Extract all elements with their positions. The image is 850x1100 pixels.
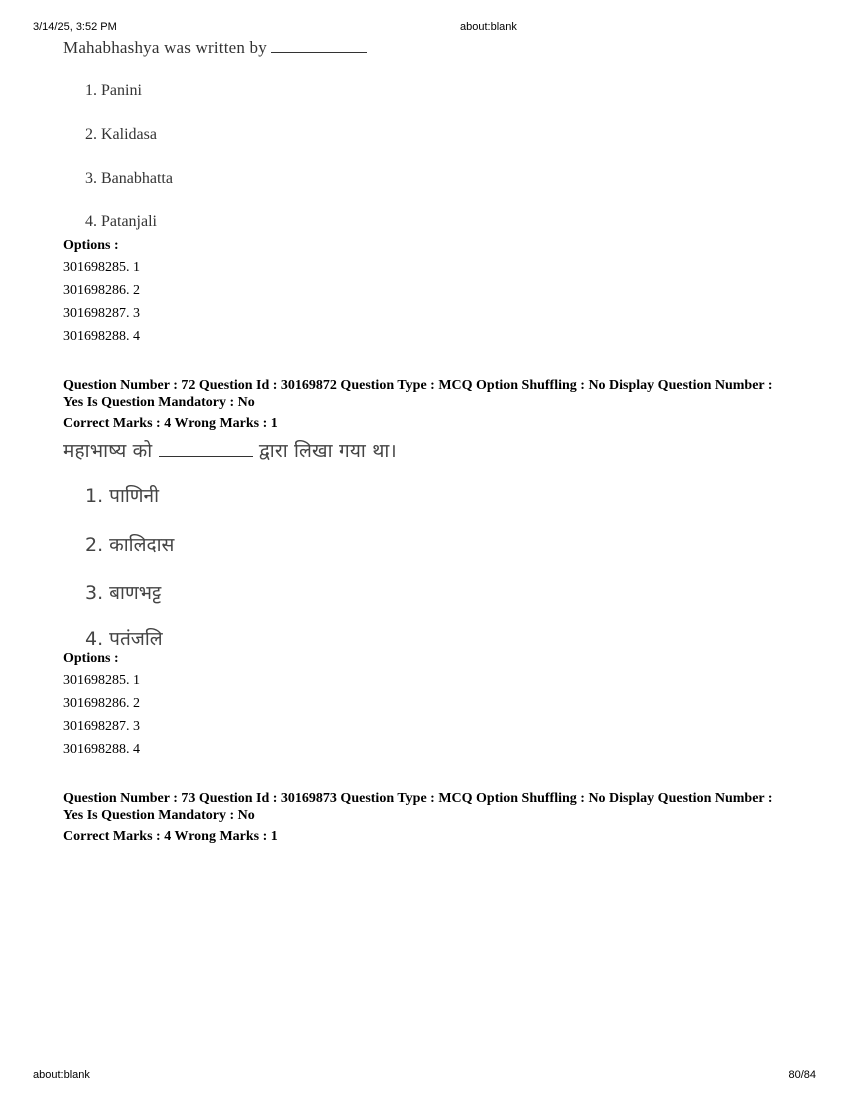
option-id-1: 301698285. 1 bbox=[63, 260, 140, 275]
question-stem bbox=[63, 437, 397, 463]
question-meta: Question Number : 72 Question Id : 30169872 Question Type : MCQ Option Shuffling : No Display Question Number : Yes Is Question Mandatory : No bbox=[63, 378, 773, 410]
answer-blank bbox=[159, 455, 253, 457]
option-id-3: 301698287. 3 bbox=[63, 306, 140, 321]
question-stem-before: महाभाष्य को bbox=[63, 440, 153, 462]
image-option-3: 3. बाणभट्ट bbox=[85, 582, 162, 604]
question-marks: Correct Marks : 4 Wrong Marks : 1 bbox=[63, 416, 278, 431]
image-option-4: 4. Patanjali bbox=[85, 213, 157, 230]
option-id-2: 301698286. 2 bbox=[63, 696, 140, 711]
print-footer-url: about:blank bbox=[33, 1069, 90, 1081]
image-option-1: 1. Panini bbox=[85, 82, 142, 99]
image-option-3: 3. Banabhatta bbox=[85, 170, 173, 187]
image-option-2: 2. कालिदास bbox=[85, 534, 175, 556]
question-marks: Correct Marks : 4 Wrong Marks : 1 bbox=[63, 829, 278, 844]
option-id-1: 301698285. 1 bbox=[63, 673, 140, 688]
options-label: Options : bbox=[63, 238, 119, 253]
image-option-4: 4. पतंजलि bbox=[85, 628, 163, 650]
question-stem-text: Mahabhashya was written by bbox=[63, 38, 267, 57]
question-image-english bbox=[63, 38, 367, 230]
question-meta: Question Number : 73 Question Id : 30169873 Question Type : MCQ Option Shuffling : No Display Question Number : Yes Is Question Mandatory : No bbox=[63, 791, 773, 823]
print-url: about:blank bbox=[460, 21, 517, 33]
option-id-4: 301698288. 4 bbox=[63, 742, 140, 757]
options-label: Options : bbox=[63, 651, 119, 666]
image-option-2: 2. Kalidasa bbox=[85, 126, 157, 143]
option-id-2: 301698286. 2 bbox=[63, 283, 140, 298]
option-id-4: 301698288. 4 bbox=[63, 329, 140, 344]
question-stem-after: द्वारा लिखा गया था। bbox=[258, 440, 397, 462]
option-id-3: 301698287. 3 bbox=[63, 719, 140, 734]
page-count: 80/84 bbox=[788, 1069, 816, 1081]
image-option-1: 1. पाणिनी bbox=[85, 485, 160, 507]
answer-blank bbox=[271, 51, 367, 53]
print-timestamp: 3/14/25, 3:52 PM bbox=[33, 21, 117, 33]
question-image-hindi bbox=[63, 437, 397, 650]
question-stem bbox=[63, 38, 367, 58]
